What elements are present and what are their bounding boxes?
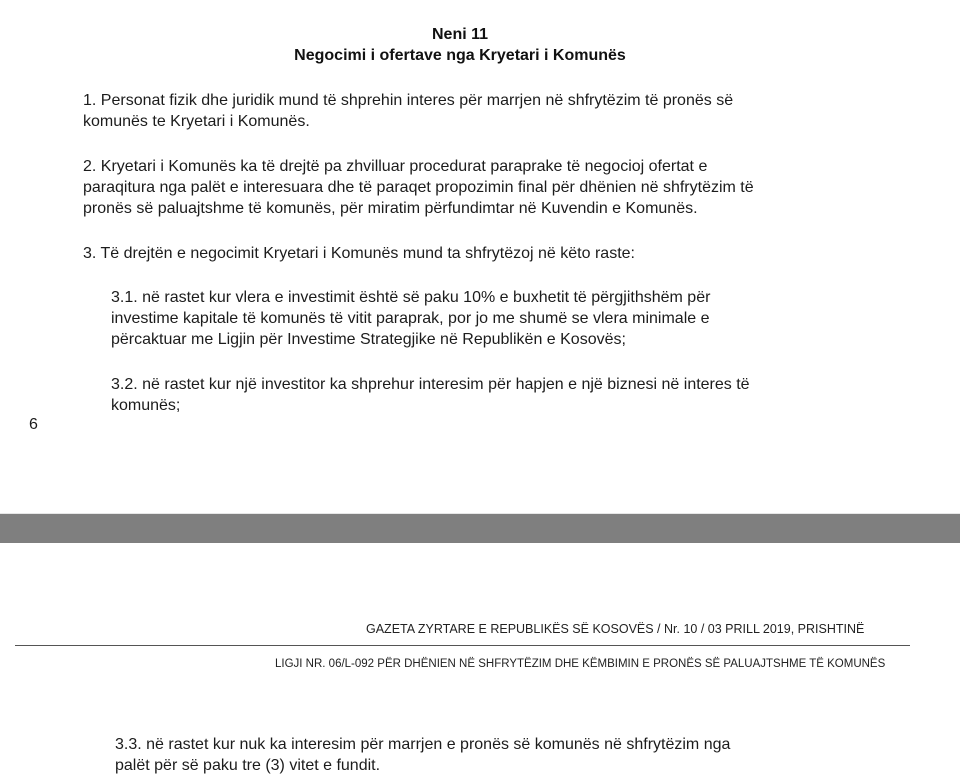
subparagraph-line: komunës; (111, 397, 181, 414)
subparagraph-line: 3.2. në rastet kur një investitor ka shprehur interesim për hapjen e një biznesi në interes të (111, 376, 750, 393)
paragraph-line: 1. Personat fizik dhe juridik mund të shprehin interes për marrjen në shfrytëzim të pronës së (83, 92, 734, 109)
subparagraph-3-3 (115, 734, 855, 776)
subparagraph-line: 3.3. në rastet kur nuk ka interesim për marrjen e pronës së komunës në shfrytëzim nga (115, 736, 731, 753)
subparagraph-line: 3.1. në rastet kur vlera e investimit është së paku 10% e buxhetit të përgjithshëm për (111, 289, 711, 306)
article-title: Negocimi i ofertave nga Kryetari i Komunës (294, 47, 626, 64)
subparagraph-line: palët për së paku tre (3) vitet e fundit. (115, 757, 381, 774)
paragraph-3 (83, 243, 890, 264)
gazette-header: GAZETA ZYRTARE E REPUBLIKËS SË KOSOVËS / Nr. 10 / 03 PRILL 2019, PRISHTINË (366, 622, 865, 636)
paragraph-2 (83, 156, 890, 219)
subparagraph-line: përcaktuar me Ligjin për Investime Strategjike në Republikën e Kosovës; (111, 331, 626, 348)
paragraph-1 (83, 90, 890, 132)
paragraph-line: paraqitura nga palët e interesuara dhe të paraqet propozimin final për dhënien në shfrytëzim të (83, 179, 754, 196)
paragraph-line: pronës së paluajtshme të komunës, për miratim përfundimtar në Kuvendin e Komunës. (83, 200, 698, 217)
paragraph-line: komunës te Kryetari i Komunës. (83, 113, 310, 130)
page-divider (0, 513, 960, 543)
subparagraph-3-1 (111, 287, 871, 350)
page-number: 6 (29, 416, 38, 433)
law-header: LIGJI NR. 06/L-092 PËR DHËNIEN NË SHFRYTËZIM DHE KËMBIMIN E PRONËS SË PALUAJTSHME TË KOMUNËS (275, 658, 886, 670)
paragraph-line: 2. Kryetari i Komunës ka të drejtë pa zhvilluar procedurat paraprake të negocioj ofertat e (83, 158, 708, 175)
article-number: Neni 11 (431, 26, 489, 43)
paragraph-line: 3. Të drejtën e negocimit Kryetari i Komunës mund ta shfrytëzoj në këto raste: (83, 245, 635, 262)
subparagraph-3-2 (111, 374, 871, 416)
header-rule (15, 645, 910, 646)
subparagraph-line: investime kapitale të komunës të vitit paraprak, por jo me shumë se vlera minimale e (111, 310, 710, 327)
